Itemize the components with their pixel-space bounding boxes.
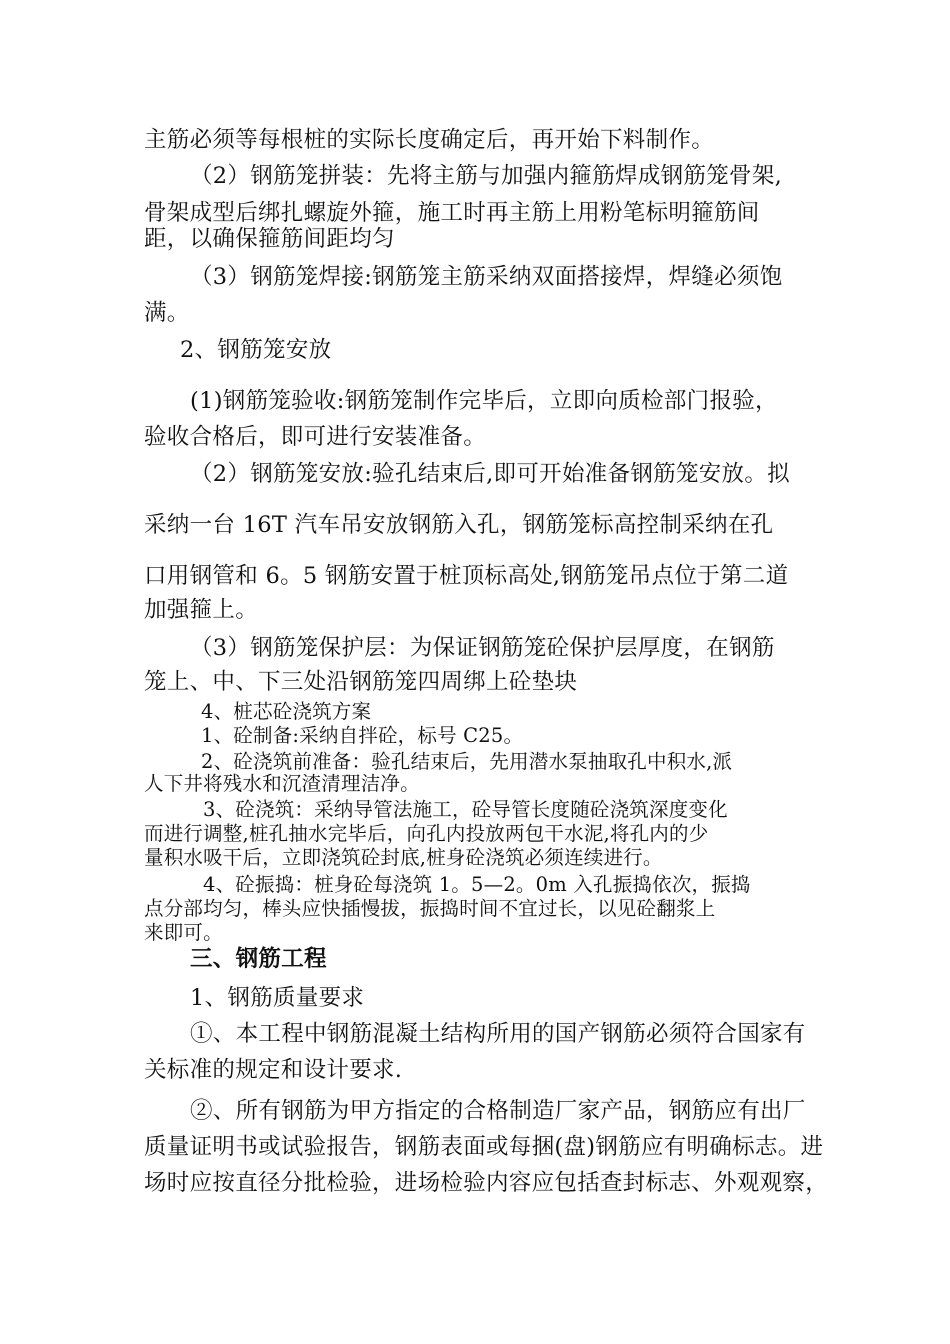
section-heading: 2、钢筋笼安放 [180,337,332,363]
text-line: 主筋必须等每根桩的实际长度确定后，再开始下料制作。 [144,127,715,153]
text-line: 1、砼制备:采纳自拌砼，标号 C25。 [201,724,524,747]
text-line: 验收合格后，即可进行安装准备。 [144,424,487,450]
chapter-heading: 三、钢筋工程 [190,946,327,972]
text-line: (1)钢筋笼验收:钢筋笼制作完毕后，立即向质检部门报验， [190,388,778,414]
text-line: （2）钢筋笼安放:验孔结束后,即可开始准备钢筋笼安放。拟 [190,461,790,487]
text-line: （3）钢筋笼焊接:钢筋笼主筋采纳双面搭接焊，焊缝必须饱 [190,264,783,290]
text-line: 骨架成型后绑扎螺旋外箍，施工时再主筋上用粉笔标明箍筋间 [144,200,760,226]
text-line: （3）钢筋笼保护层：为保证钢筋笼砼保护层厚度，在钢筋 [190,635,775,661]
section-heading: 4、桩芯砼浇筑方案 [201,700,372,723]
text-line: 质量证明书或试验报告，钢筋表面或每捆(盘)钢筋应有明确标志。进 [144,1134,824,1160]
text-line: 满。 [144,300,190,326]
text-line: 场时应按直径分批检验，进场检验内容应包括查封标志、外观观察， [144,1170,829,1196]
text-line: ②、所有钢筋为甲方指定的合格制造厂家产品，钢筋应有出厂 [190,1098,806,1124]
text-line: 距，以确保箍筋间距均匀 [144,226,395,252]
text-line: 来即可。 [144,921,223,944]
text-line: 3、砼浇筑：采纳导管法施工，砼导管长度随砼浇筑深度变化 [203,798,728,821]
text-line: 点分部均匀，棒头应快插慢拔，振捣时间不宜过长，以见砼翻浆上 [144,897,716,920]
text-line: 4、砼振捣：桩身砼每浇筑 1。5—2。0m 入孔振捣依次，振捣 [203,873,751,896]
text-line: 采纳一台 16T 汽车吊安放钢筋入孔，钢筋笼标高控制采纳在孔 [144,512,774,538]
text-line: 量积水吸干后，立即浇筑砼封底,桩身砼浇筑必须连续进行。 [144,846,663,869]
text-line: 笼上、中、下三处沿钢筋笼四周绑上砼垫块 [144,669,578,695]
text-line: 人下井将残水和沉渣清理洁净。 [144,772,420,795]
text-line: 口用钢管和 6。5 钢筋安置于桩顶标高处,钢筋笼吊点位于第二道 [144,563,789,589]
text-line: 2、砼浇筑前准备：验孔结束后，先用潜水泵抽取孔中积水,派 [201,750,733,773]
section-heading: 1、钢筋质量要求 [190,985,365,1011]
text-line: 加强箍上。 [144,597,259,623]
text-line: ①、本工程中钢筋混凝土结构所用的国产钢筋必须符合国家有 [190,1021,806,1047]
text-line: （2）钢筋笼拼装：先将主筋与加强内箍筋焊成钢筋笼骨架, [190,163,783,189]
text-line: 而进行调整,桩孔抽水完毕后，向孔内投放两包干水泥,将孔内的少 [144,822,709,845]
text-line: 关标准的规定和设计要求. [144,1057,403,1083]
